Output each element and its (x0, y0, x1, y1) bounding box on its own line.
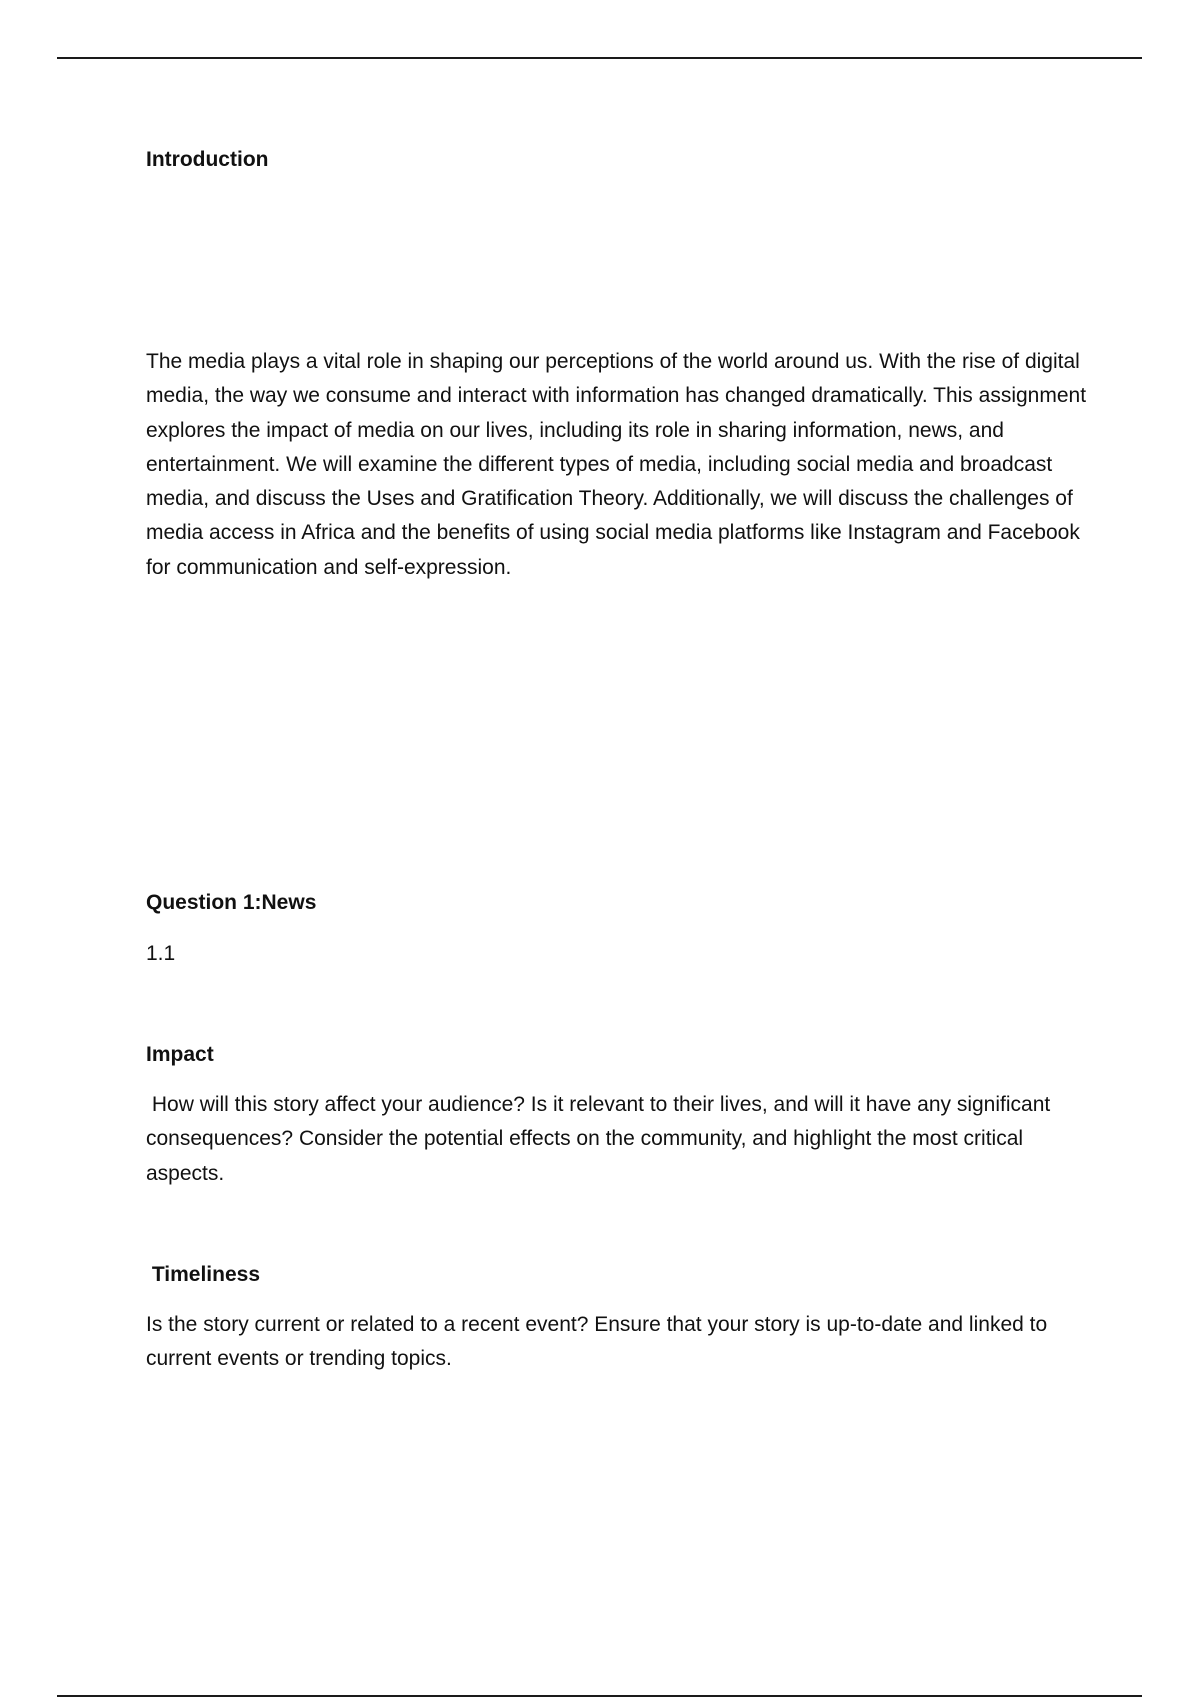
introduction-paragraph: The media plays a vital role in shaping our perceptions of the world around us. With the rise of digital media, the way we consume and interact with information has changed dramatically. This assignment explores the impact of media on our lives, including its role in sharing information, news, and entertainment. We will examine the different types of media, including social media and broadcast media, and discuss the Uses and Gratification Theory. Additionally, we will discuss the challenges of media access in Africa and the benefits of using social media platforms like Instagram and Facebook for communication and self-expression. (146, 350, 1092, 579)
page-top-rule (57, 57, 1142, 59)
timeliness-paragraph: Is the story current or related to a recent event? Ensure that your story is up-to-date and linked to current events or trending topics. (146, 1313, 1053, 1371)
question-number: 1.1 (146, 942, 176, 965)
introduction-heading: Introduction (146, 148, 269, 171)
timeliness-heading: Timeliness (146, 1263, 261, 1286)
impact-paragraph: How will this story affect your audience? Is it relevant to their lives, and will it have any significant consequences? Consider the potential effects on the community, and highlight the most critical aspects. (146, 1093, 1057, 1185)
page-bottom-rule (57, 1695, 1142, 1697)
impact-heading: Impact (146, 1043, 214, 1066)
question-1-heading: Question 1:News (146, 891, 317, 914)
